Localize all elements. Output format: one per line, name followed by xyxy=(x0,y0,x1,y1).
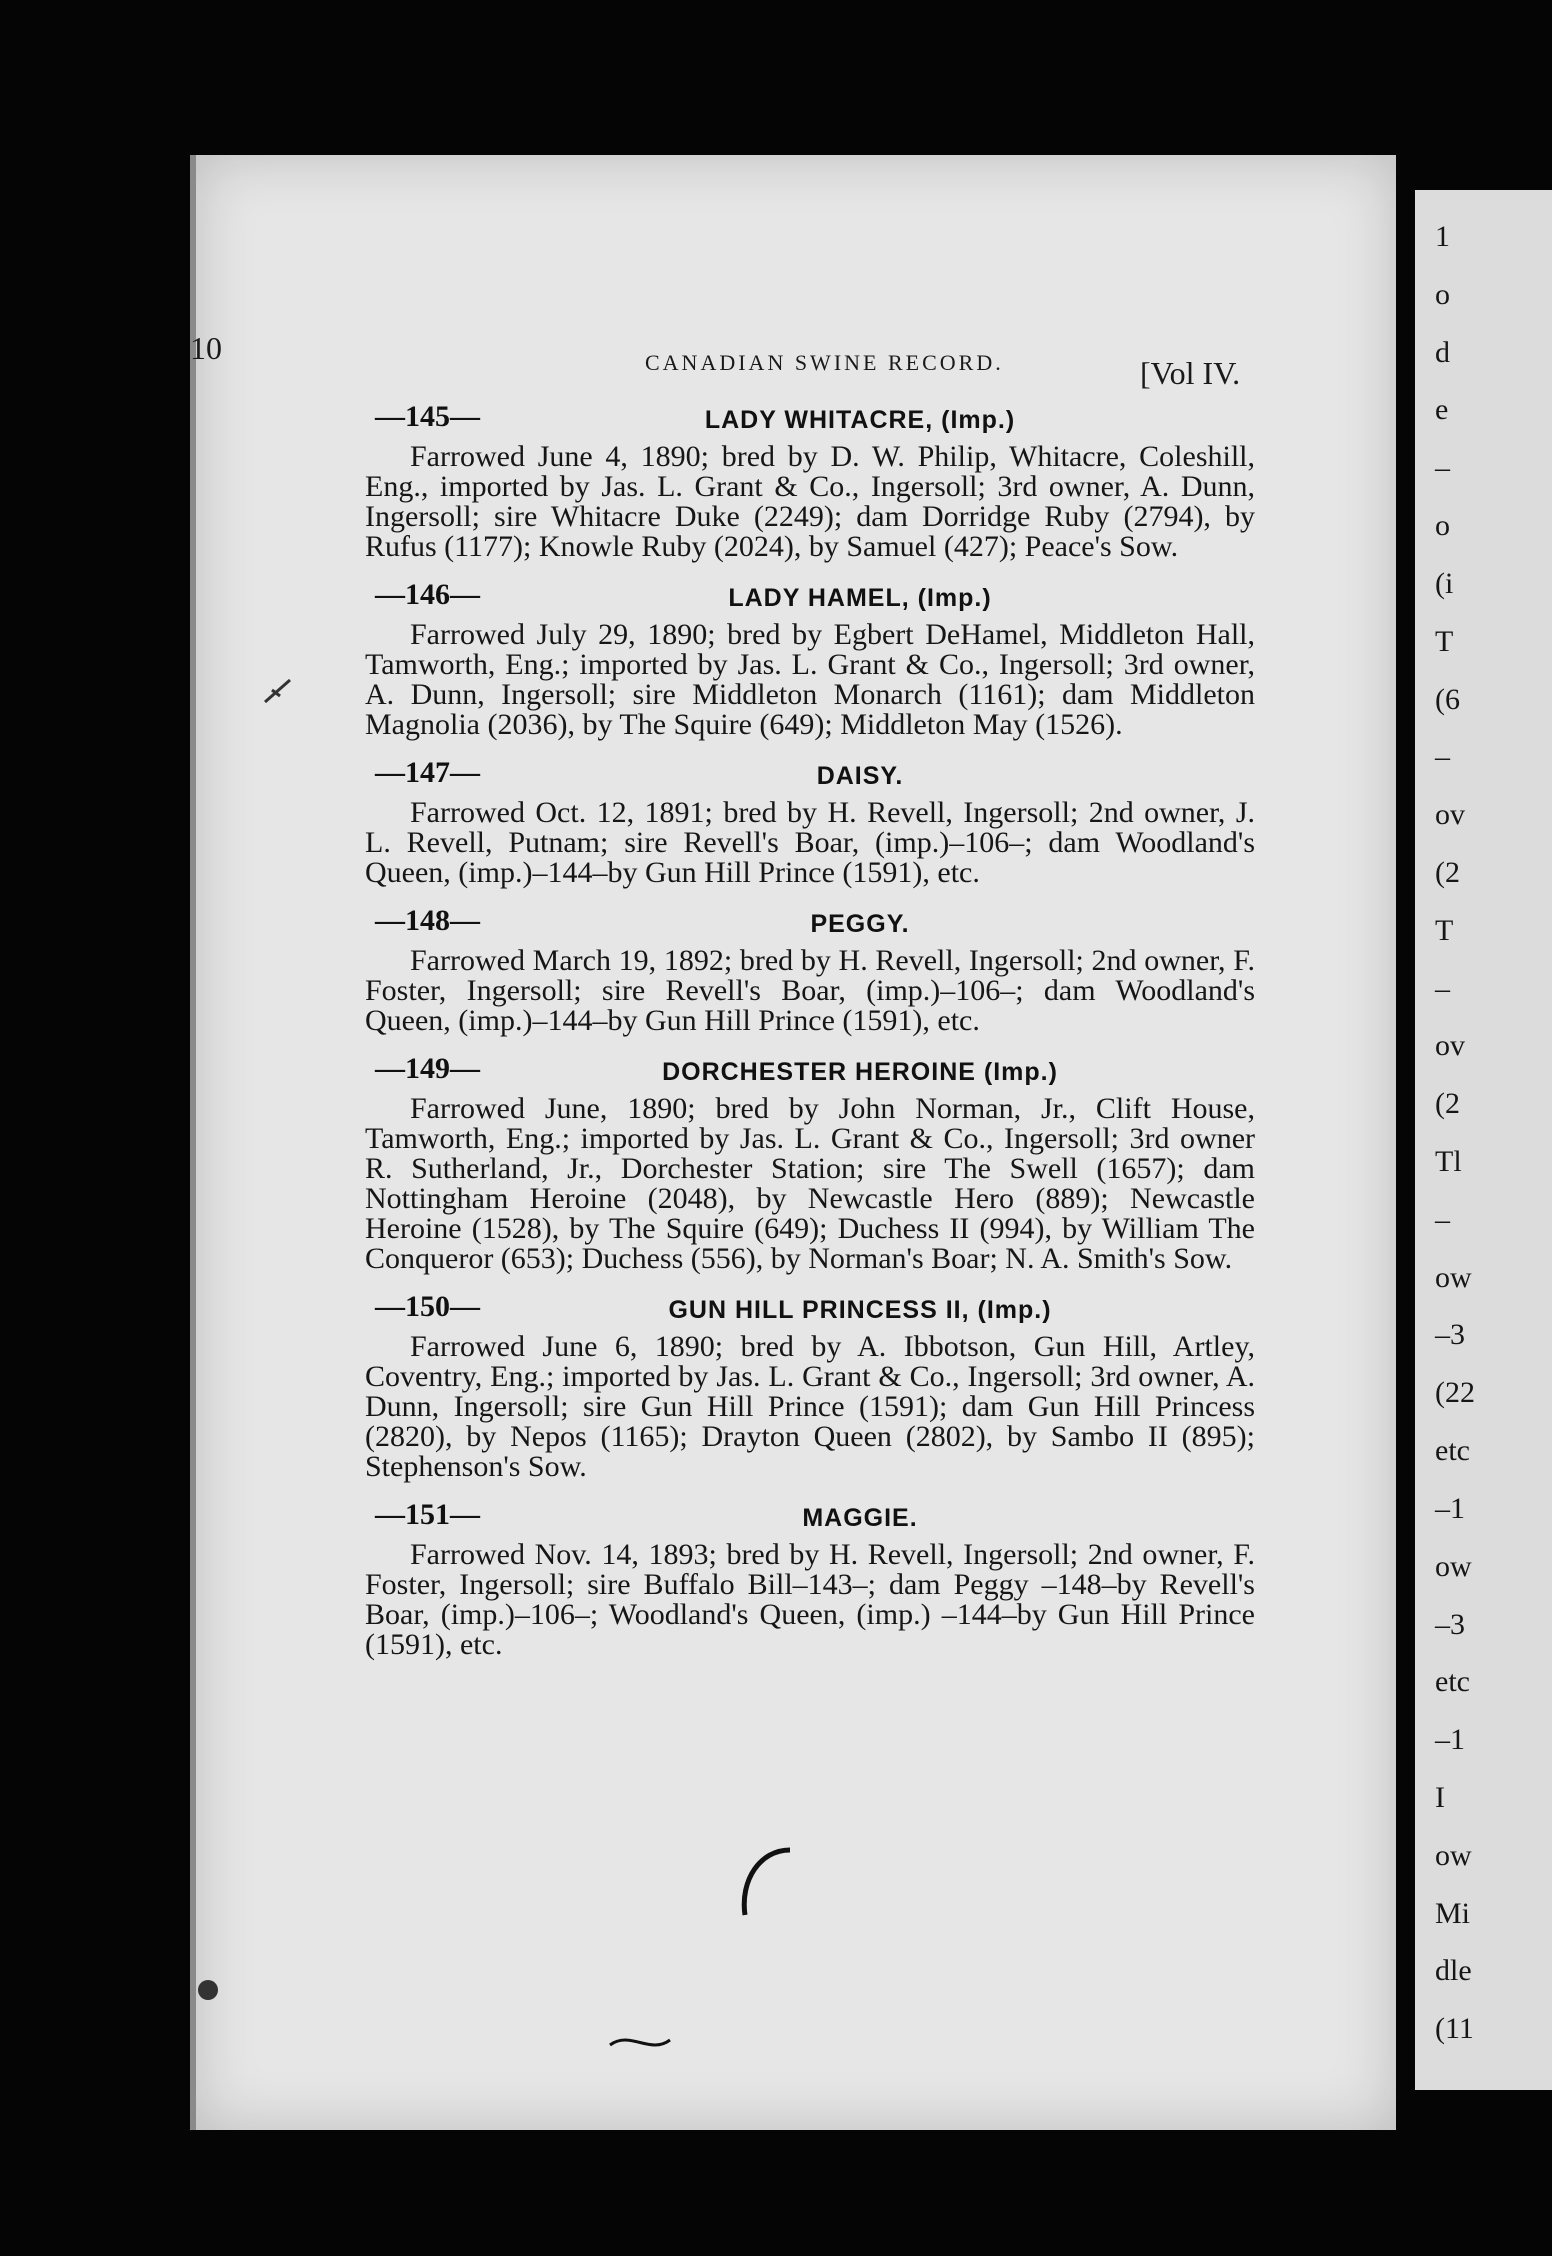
entry-title: LADY WHITACRE, (Imp.) xyxy=(704,406,1016,434)
pen-squiggle-mark xyxy=(610,2040,670,2045)
entry-title: DORCHESTER HEROINE (Imp.) xyxy=(662,1058,1058,1086)
facing-page-fragment: Tl xyxy=(1435,1145,1462,1178)
facing-page-fragment: ov xyxy=(1435,798,1465,832)
facing-page-fragment: (2 xyxy=(1435,855,1460,889)
entry-number: —151— xyxy=(375,1498,480,1531)
page-number: 10 xyxy=(190,330,222,366)
facing-page-fragment: –3 xyxy=(1435,1318,1465,1352)
entry-number: —147— xyxy=(375,756,480,789)
facing-page-fragment: (i xyxy=(1435,566,1454,600)
pen-stroke-mark xyxy=(744,1850,790,1915)
facing-page-fragment: ow xyxy=(1435,1838,1472,1872)
entry-number: —148— xyxy=(375,904,480,937)
facing-page-fragment: dle xyxy=(1435,1954,1472,1988)
facing-page-fragment: o xyxy=(1435,509,1450,543)
entry-body: Farrowed Oct. 12, 1891; bred by H. Revell, Ingersoll; 2nd owner, J. L. Revell, Putnam; sire Revell's Boar, (imp.)–106–; dam Woodland's Queen, (imp.)–144–by Gun Hill Prince (1591), etc. xyxy=(365,796,1255,889)
entry-body: Farrowed June 4, 1890; bred by D. W. Philip, Whitacre, Coleshill, Eng., imported by Jas. L. Grant & Co., Ingersoll; 3rd owner, A. Dunn, Ingersoll; sire Whitacre Duke (2249); dam Dorridge Ruby (2794), by Rufus (1177); Knowle Ruby (2024), by Samuel (427); Peace's Sow. xyxy=(365,440,1255,563)
facing-page-fragment: etc xyxy=(1435,1665,1470,1699)
entry-body: Farrowed June, 1890; bred by John Norman, Jr., Clift House, Tamworth, Eng.; imported by Jas. L. Grant & Co., Ingersoll; 3rd owner R. Sutherland, Jr., Dorchester Station; sire The Swell (1657); dam Nottingham Heroine (2048), by Newcastle Hero (889); Newcastle Heroine (1528), by The Squire (649); Duchess II (994), by William The Conqueror (653); Duchess (556), by Norman's Boar; N. A. Smith's Sow. xyxy=(365,1092,1255,1275)
facing-page-fragment: (11 xyxy=(1435,2012,1474,2046)
facing-page-fragment: –3 xyxy=(1435,1607,1465,1641)
facing-page-fragment: 1 xyxy=(1435,220,1450,253)
facing-page-fragment: (2 xyxy=(1435,1087,1460,1121)
running-title: CANADIAN SWINE RECORD. xyxy=(645,350,1004,375)
facing-page-fragment: –1 xyxy=(1435,1723,1465,1757)
facing-page-fragment: – xyxy=(1435,451,1450,485)
facing-page-fragment: ow xyxy=(1435,1549,1472,1583)
entry-title: GUN HILL PRINCESS II, (Imp.) xyxy=(668,1296,1052,1324)
facing-page-fragment: T xyxy=(1435,624,1454,658)
entry-body: Farrowed July 29, 1890; bred by Egbert DeHamel, Middleton Hall, Tamworth, Eng.; imported by Jas. L. Grant & Co., Ingersoll; 3rd owner, A. Dunn, Ingersoll; sire Middleton Monarch (1161); dam Middleton Magnolia (2036), by The Squire (649); Middleton May (1526). xyxy=(365,618,1255,741)
facing-page-fragment: etc xyxy=(1435,1434,1470,1468)
facing-page-fragment: e xyxy=(1435,393,1449,427)
entry-title: MAGGIE. xyxy=(802,1504,918,1532)
facing-page-fragment: ov xyxy=(1435,1029,1465,1063)
entry-title: DAISY. xyxy=(816,762,904,790)
entry-title: LADY HAMEL, (Imp.) xyxy=(728,584,992,612)
facing-page-fragment: (6 xyxy=(1435,682,1460,716)
facing-page-fragment: Mi xyxy=(1435,1896,1471,1930)
entry-body: Farrowed June 6, 1890; bred by A. Ibbotson, Gun Hill, Artley, Coventry, Eng.; imported by Jas. L. Grant & Co., Ingersoll; 3rd owner, A. Dunn, Ingersoll; sire Gun Hill Prince (1591); dam Gun Hill Princess (2820), by Nepos (1165); Drayton Queen (2802), by Sambo II (895); Stephenson's Sow. xyxy=(365,1330,1255,1483)
entry-body: Farrowed March 19, 1892; bred by H. Revell, Ingersoll; 2nd owner, F. Foster, Ingersoll; sire Revell's Boar, (imp.)–106–; dam Woodland's Queen, (imp.)–144–by Gun Hill Prince (1591), etc. xyxy=(365,944,1255,1037)
facing-page-fragment: (22 xyxy=(1435,1376,1475,1410)
facing-page-fragment: d xyxy=(1435,335,1450,369)
entry-number: —149— xyxy=(375,1052,480,1085)
volume-label: [Vol IV. xyxy=(1140,355,1241,391)
entry-body: Farrowed Nov. 14, 1893; bred by H. Revell, Ingersoll; 2nd owner, F. Foster, Ingersoll; sire Buffalo Bill–143–; dam Peggy –148–by Revell's Boar, (imp.)–106–; Woodland's Queen, (imp.) –144–by Gun Hill Prince (1591), etc. xyxy=(365,1538,1255,1661)
entry-number: —145— xyxy=(375,400,480,433)
entry-number: —150— xyxy=(375,1290,480,1323)
pencil-tick-mark xyxy=(265,680,290,702)
facing-page-fragment: o xyxy=(1435,277,1450,311)
ink-blot xyxy=(198,1980,218,2000)
entry-number: —146— xyxy=(375,578,480,611)
facing-page-fragment: – xyxy=(1435,740,1450,774)
facing-page-fragment: – xyxy=(1435,1202,1450,1236)
facing-page-fragment: I xyxy=(1435,1780,1445,1814)
entry-title: PEGGY. xyxy=(810,910,910,938)
facing-page-fragment: –1 xyxy=(1435,1491,1465,1525)
facing-page-fragment: – xyxy=(1435,971,1450,1005)
facing-page-fragment: T xyxy=(1435,913,1454,947)
facing-page-fragment: ow xyxy=(1435,1260,1472,1294)
